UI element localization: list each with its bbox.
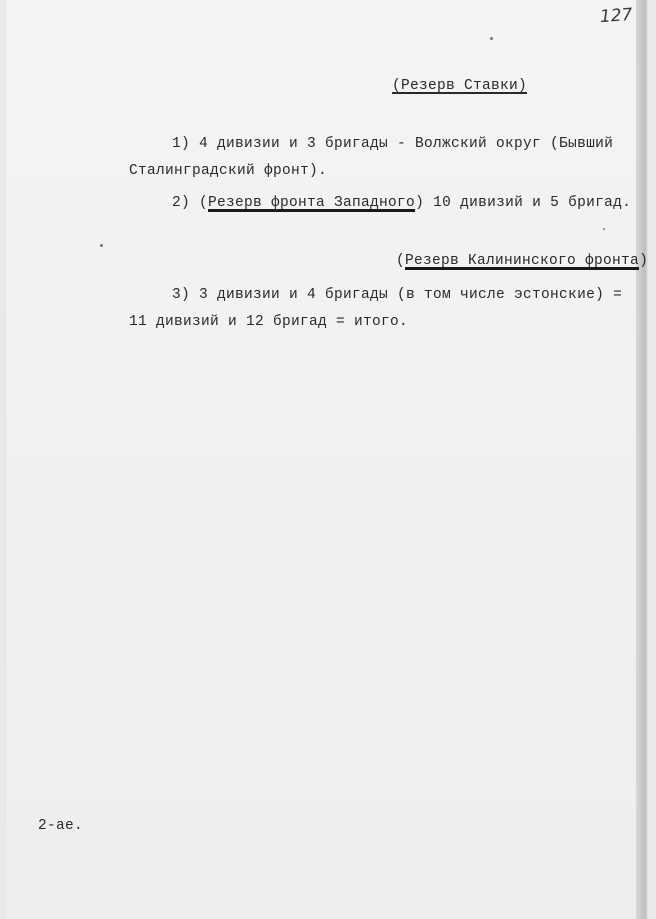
paren-open: ( (396, 253, 406, 269)
item-2-line (172, 195, 631, 211)
paper-speck (490, 37, 493, 40)
heading-western-front-reserve: Резерв фронта Западного (208, 195, 416, 211)
item-3-line-1: 3) 3 дивизии и 4 бригады (в том числе эстонские) = (172, 287, 623, 303)
item-1-line-2: Сталинградский фронт). (129, 163, 328, 179)
document-page (6, 0, 649, 919)
heading-kalinin-front-reserve (396, 253, 648, 269)
item-2-prefix: 2) ( (172, 195, 209, 211)
page-footer-catchword: 2-ае. (38, 818, 84, 834)
paren-close: ) (639, 253, 649, 269)
item-2-suffix: ) 10 дивизий и 5 бригад. (415, 195, 632, 211)
item-3-line-2: 11 дивизий и 12 бригад = итого. (129, 314, 409, 330)
paper-speck (603, 228, 605, 230)
page-edge (636, 0, 649, 919)
heading-kalinin-text: Резерв Калининского фронта (405, 253, 640, 269)
heading-stavka-reserve: (Резерв Ставки) (392, 78, 528, 94)
page-number: 127 (599, 4, 634, 28)
item-1-line-1: 1) 4 дивизии и 3 бригады - Волжский округ (Бывший (172, 136, 614, 152)
paper-speck (100, 244, 103, 247)
